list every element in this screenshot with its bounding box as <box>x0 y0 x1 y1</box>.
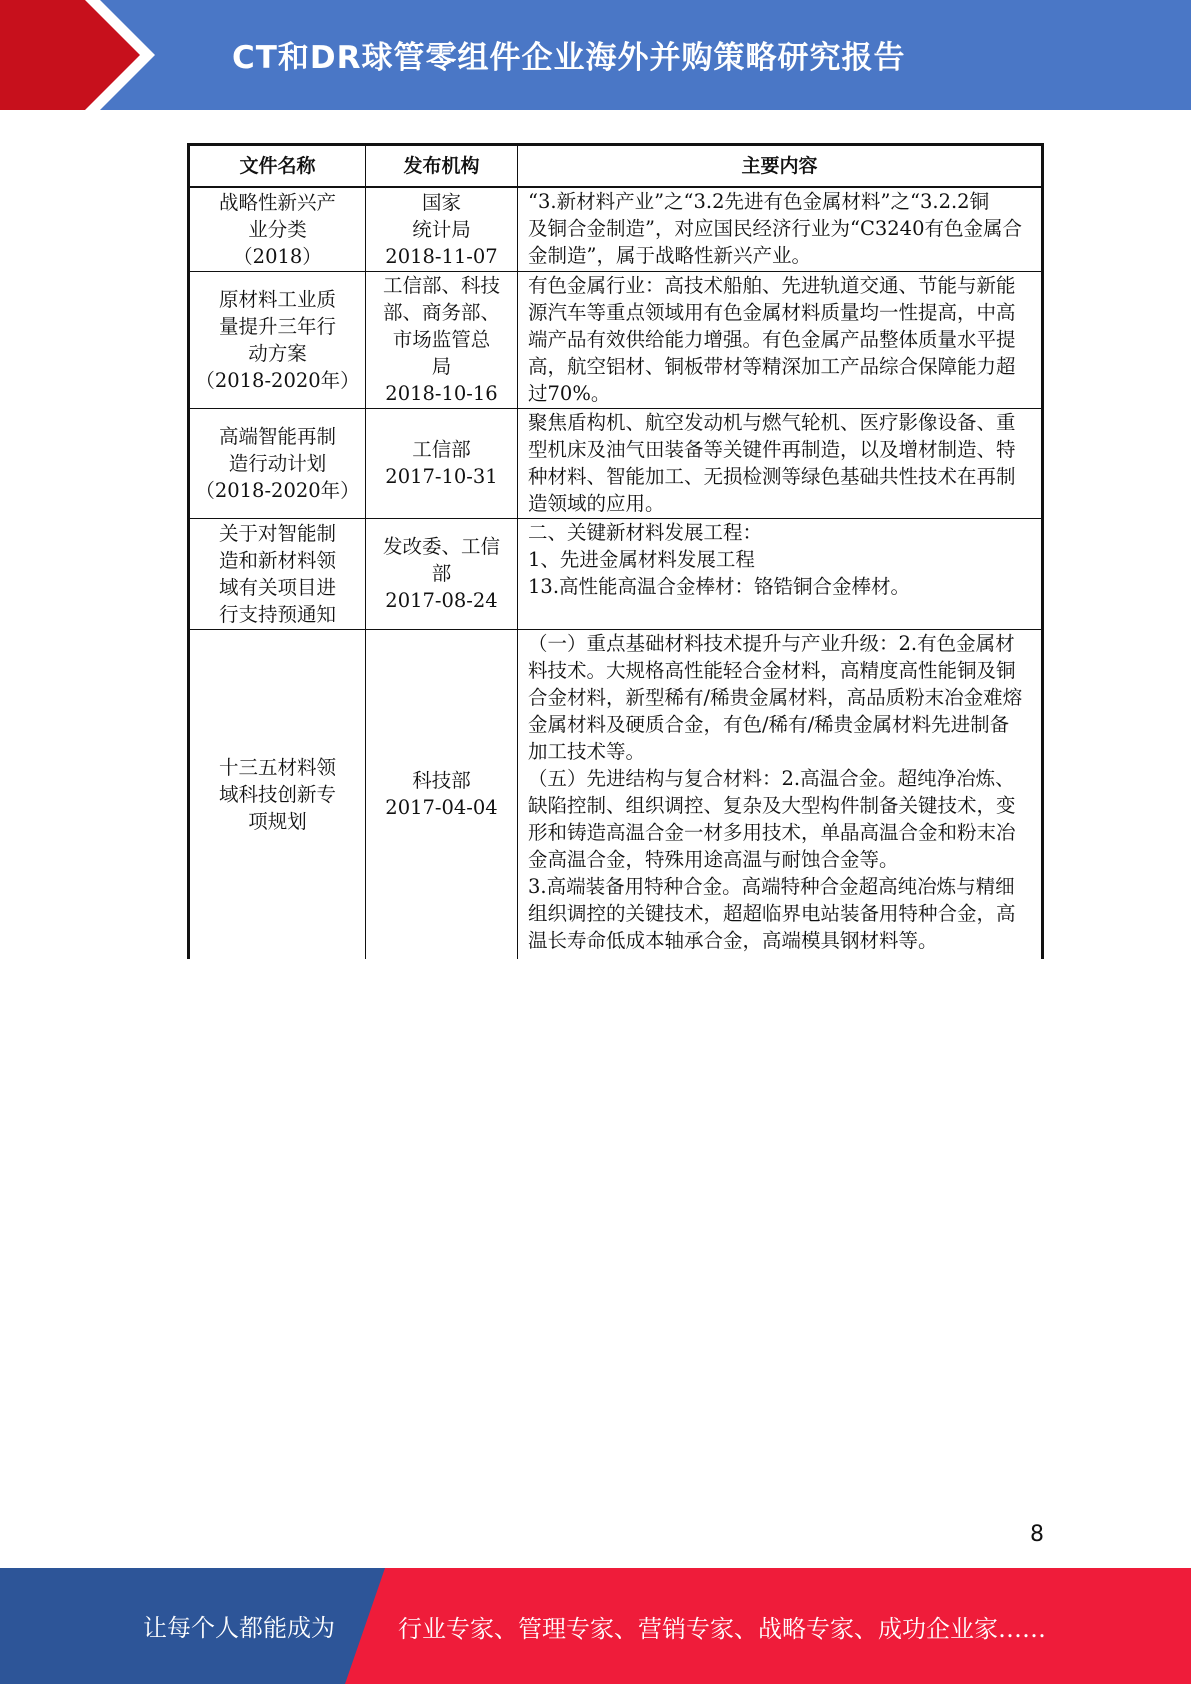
publisher-cell <box>366 187 518 271</box>
cell-line: 形和铸造高温合金一材多用技术，单晶高温合金和粉末冶 <box>528 820 1016 844</box>
cell-line: 动方案 <box>248 341 307 365</box>
table-row <box>189 271 1043 408</box>
page-number: 8 <box>1030 1522 1044 1547</box>
content-cell <box>518 518 1043 629</box>
cell-line: 金制造”，属于战略性新兴产业。 <box>528 244 811 267</box>
policy-table <box>187 143 1044 959</box>
cell-line: 端产品有效供给能力增强。有色金属产品整体质量水平提 <box>528 327 1016 351</box>
cell-line: “3.新材料产业”之“3.2先进有色金属材料”之“3.2.2铜 <box>528 190 990 213</box>
footer-slogan-left: 让每个人都能成为 <box>143 1614 335 1642</box>
cell-line: 加工技术等。 <box>528 739 646 763</box>
cell-line: 缺陷控制、组织调控、复杂及大型构件制备关键技术，变 <box>528 793 1016 817</box>
cell-line: 组织调控的关键技术，超超临界电站装备用特种合金，高 <box>528 901 1016 925</box>
cell-line: 2017-08-24 <box>385 589 498 612</box>
document-name-cell <box>189 187 366 271</box>
document-name-cell <box>189 518 366 629</box>
cell-line: 原材料工业质 <box>218 287 336 311</box>
cell-line: 二、关键新材料发展工程： <box>528 520 763 544</box>
cell-line: 部 <box>431 562 452 585</box>
column-header-name: 文件名称 <box>189 145 366 188</box>
table-row <box>189 187 1043 271</box>
cell-line: 过70%。 <box>528 381 611 405</box>
cell-line: 发改委、工信 <box>382 535 500 558</box>
cell-line: 科技部 <box>412 769 471 793</box>
publisher-cell <box>366 518 518 629</box>
cell-line: 有色金属行业：高技术船舶、先进轨道交通、节能与新能 <box>528 273 1016 297</box>
cell-line: （2018-2020年） <box>195 478 360 502</box>
cell-line: 造行动计划 <box>228 451 327 475</box>
header-red-arrow <box>0 0 150 110</box>
cell-line: 3.高端装备用特种合金。高端特种合金超高纯冶炼与精细 <box>528 874 1015 898</box>
cell-line: 造领域的应用。 <box>528 491 665 515</box>
cell-line: 金高温合金，特殊用途高温与耐蚀合金等。 <box>528 847 899 871</box>
cell-line: 温长寿命低成本轴承合金，高端模具钢材料等。 <box>528 928 938 952</box>
cell-line: 工信部、科技 <box>382 274 500 297</box>
cell-line: 型机床及油气田装备等关键件再制造，以及增材制造、特 <box>528 437 1016 461</box>
cell-line: 统计局 <box>412 217 471 241</box>
publisher-cell <box>366 408 518 518</box>
cell-line: 工信部 <box>412 438 471 461</box>
page-footer <box>0 1568 1191 1684</box>
table-row <box>189 629 1043 959</box>
document-name-cell <box>189 629 366 959</box>
cell-line: （2018-2020年） <box>195 368 360 392</box>
table-row <box>189 408 1043 518</box>
cell-line: 量提升三年行 <box>218 314 336 338</box>
column-header-content: 主要内容 <box>518 145 1043 188</box>
cell-line: 金属材料及硬质合金，有色/稀有/稀贵金属材料先进制备 <box>528 712 1010 736</box>
cell-line: 战略性新兴产 <box>218 190 336 214</box>
publisher-cell <box>366 629 518 959</box>
cell-line: 2017-04-04 <box>385 796 498 820</box>
cell-line: 2018-11-07 <box>385 244 498 268</box>
cell-line: 料技术。大规格高性能轻合金材料，高精度高性能铜及铜 <box>528 658 1016 682</box>
cell-line: 13.高性能高温合金棒材：铬锆铜合金棒材。 <box>528 574 911 598</box>
cell-line: 局 <box>431 355 452 378</box>
cell-line: 域科技创新专 <box>218 782 336 806</box>
column-header-org: 发布机构 <box>366 145 518 188</box>
cell-line: （五）先进结构与复合材料：2.高温合金。超纯净冶炼、 <box>528 766 1015 790</box>
cell-line: （一）重点基础材料技术提升与产业升级：2.有色金属材 <box>528 631 1015 655</box>
cell-line: 关于对智能制 <box>218 521 336 545</box>
report-title: CT和DR球管零组件企业海外并购策略研究报告 <box>232 40 906 76</box>
cell-line: （2018） <box>233 244 322 268</box>
cell-line: 十三五材料领 <box>218 755 336 779</box>
cell-line: 源汽车等重点领域用有色金属材料质量均一性提高，中高 <box>528 300 1016 324</box>
table-row <box>189 518 1043 629</box>
content-cell <box>518 271 1043 408</box>
cell-line: 高端智能再制 <box>218 424 336 448</box>
cell-line: 1、先进金属材料发展工程 <box>528 547 755 571</box>
cell-line: 项规划 <box>248 809 307 833</box>
content-cell <box>518 187 1043 271</box>
cell-line: 及铜合金制造”，对应国民经济行业为“C3240有色金属合 <box>528 217 1022 240</box>
footer-slogan-right: 行业专家、管理专家、营销专家、战略专家、成功企业家…… <box>398 1615 1046 1643</box>
cell-line: 2018-10-16 <box>385 382 498 405</box>
page-header <box>0 0 1191 110</box>
cell-line: 种材料、智能加工、无损检测等绿色基础共性技术在再制 <box>528 464 1016 488</box>
cell-line: 行支持预通知 <box>218 602 336 626</box>
cell-line: 业分类 <box>248 217 307 241</box>
document-name-cell <box>189 408 366 518</box>
document-name-cell <box>189 271 366 408</box>
table-header-row <box>189 145 1043 188</box>
cell-line: 合金材料，新型稀有/稀贵金属材料，高品质粉末冶金难熔 <box>528 685 1023 709</box>
cell-line: 2017-10-31 <box>385 465 498 488</box>
content-cell <box>518 629 1043 959</box>
cell-line: 市场监管总 <box>392 328 491 351</box>
cell-line: 国家 <box>421 190 461 214</box>
cell-line: 部、商务部、 <box>382 301 500 324</box>
cell-line: 域有关项目进 <box>218 575 336 599</box>
publisher-cell <box>366 271 518 408</box>
content-cell <box>518 408 1043 518</box>
cell-line: 造和新材料领 <box>218 548 336 572</box>
cell-line: 高，航空铝材、铜板带材等精深加工产品综合保障能力超 <box>528 354 1016 378</box>
cell-line: 聚焦盾构机、航空发动机与燃气轮机、医疗影像设备、重 <box>528 410 1016 434</box>
